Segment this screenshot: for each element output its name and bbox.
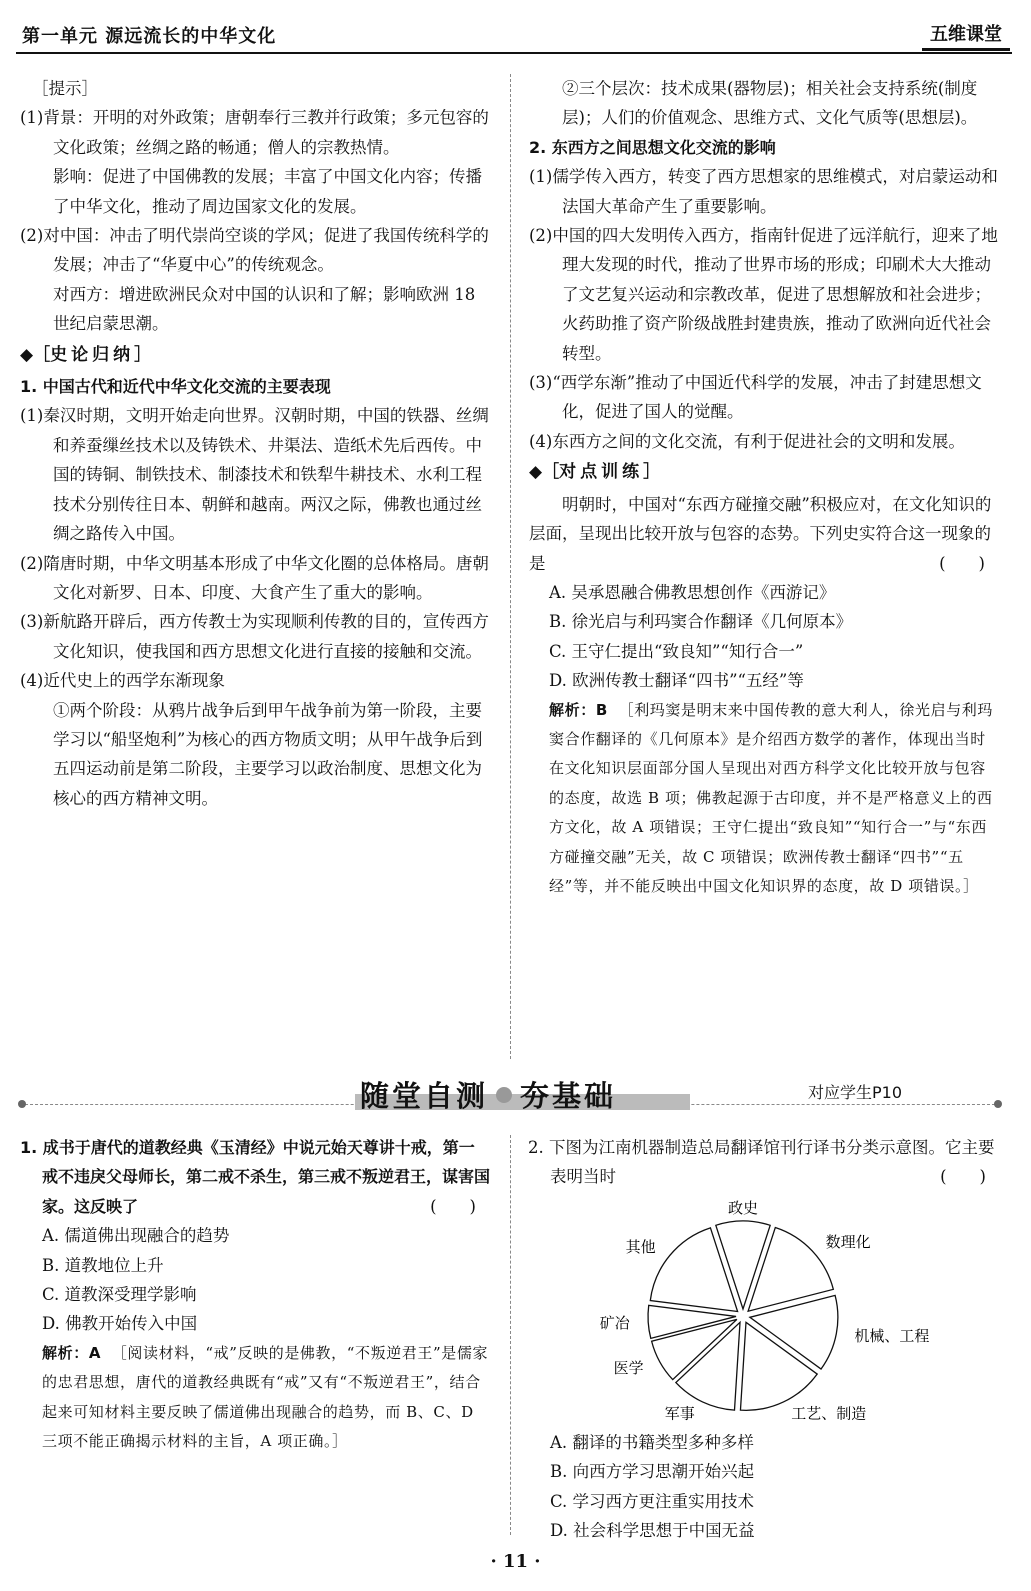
practice-analysis xyxy=(529,696,999,902)
option-a: A. 吴承恩融合佛教思想创作《西游记》 xyxy=(549,582,836,602)
analysis-text: ［利玛窦是明末来中国传教的意大利人，徐光启与利玛窦合作翻译的《几何原本》是介绍西方数学的著作，体现出当时在文化知识层面部分国人呈现出对西方科学文化比较开放与包容的态度，故选 B 项；佛教起源于古印度，并不是严格意义上的西方文化，故 A 项错误；王守仁提出“致良知”“知行合一”与“东西方碰撞交融”无关，故 C 项错误；欧洲传教士翻译“四书”“五经”等，并不能反映出中国文化知识界的态度，故 D 项错误。］ xyxy=(549,700,994,895)
question-1 xyxy=(20,1133,490,1221)
banner-dot-left xyxy=(18,1100,26,1108)
answer-paren: ( ) xyxy=(939,553,985,573)
hint-2-west: 对西方：增进欧洲民众对中国的认识和了解；影响欧洲 18 世纪启蒙思潮。 xyxy=(53,284,476,334)
section-banner xyxy=(20,1074,1000,1114)
point-4: (4)近代史上的西学东渐现象 xyxy=(20,671,225,691)
pie-label: 数理化 xyxy=(825,1232,871,1251)
option-c: C. 王守仁提出“致良知”“知行合一” xyxy=(549,641,804,661)
option-d: D. 佛教开始传入中国 xyxy=(42,1314,198,1334)
banner-title-b: 夯基础 xyxy=(520,1079,617,1113)
impact-1: (1)儒学传入西方，转变了西方思想家的思维模式，对启蒙运动和法国大革命产生了重要影响。 xyxy=(529,167,998,216)
bottom-right-column xyxy=(528,1133,1000,1545)
practice-question xyxy=(529,490,999,578)
analysis-letter: B xyxy=(595,700,608,719)
point-1: (1)秦汉时期，文明开始走向世界。汉朝时期，中国的铁器、丝绸和养蚕缫丝技术以及铸铁术、井渠法、造纸术先后西传。中国的铸铜、制铁技术、制漆技术和铁犁牛耕技术、水利工程技术分别传往日本、朝鲜和越南。两汉之际，佛教也通过丝绸之路传入中国。 xyxy=(20,406,489,544)
banner-dot-right xyxy=(994,1100,1002,1108)
hint-2: (2)对中国：冲击了明代崇尚空谈的学风；促进了我国传统科学的发展；冲击了“华夏中心”的传统观念。 xyxy=(20,226,489,275)
question-2 xyxy=(528,1133,1000,1192)
analysis-text: ［阅读材料，“戒”反映的是佛教，“不叛逆君王”是儒家的忠君思想，唐代的道教经典既有“戒”又有“不叛逆君王”，结合起来可知材料主要反映了儒道佛出现融合的趋势，而 B、C、D 三项不能正确揭示材料的主旨，A 项正确。］ xyxy=(42,1343,489,1451)
point-3: (3)新航路开辟后，西方传教士为实现顺利传教的目的，宣传西方文化知识，使我国和西方思想文化进行直接的接触和交流。 xyxy=(20,612,489,661)
page-number: · 11 · xyxy=(490,1551,541,1572)
option-d: D. 社会科学思想于中国无益 xyxy=(550,1521,755,1541)
pie-label: 军事 xyxy=(664,1404,695,1423)
translation-pie-chart xyxy=(528,1198,998,1428)
column-divider xyxy=(510,74,511,1059)
point-2: (2)隋唐时期，中华文明基本形成了中华文化圈的总体格局。唐朝文化对新罗、日本、印度、大食产生了重大的影响。 xyxy=(20,553,489,602)
option-a: A. 儒道佛出现融合的趋势 xyxy=(42,1226,230,1246)
unit-title: 第一单元 源远流长的中华文化 xyxy=(22,26,277,47)
point-4-levels: ②三个层次：技术成果(器物层)；相关社会支持系统(制度层)；人们的价值观念、思维方式、文化气质等(思想层)。 xyxy=(562,79,978,128)
bottom-column-divider xyxy=(510,1135,511,1535)
analysis-label: 解析： xyxy=(549,700,596,719)
banner-title-a: 随堂自测 xyxy=(360,1079,489,1113)
brand-label: 五维课堂 xyxy=(922,20,1010,51)
pie-label: 政史 xyxy=(727,1198,759,1217)
pie-label: 矿冶 xyxy=(599,1313,630,1332)
pie-label: 其他 xyxy=(625,1237,656,1256)
impact-3: (3)“西学东渐”推动了中国近代科学的发展，冲击了封建思想文化，促进了国人的觉醒。 xyxy=(529,373,982,422)
section-tag-practice: ◆［对点训练］ xyxy=(529,458,999,487)
left-column xyxy=(20,74,490,813)
pie-svg xyxy=(528,1198,998,1438)
section-tag-summary: ◆［史论归纳］ xyxy=(20,341,490,370)
answer-paren: ( ) xyxy=(430,1196,476,1216)
banner-title xyxy=(360,1074,616,1115)
option-c: C. 道教深受理学影响 xyxy=(42,1285,197,1305)
option-b: B. 道教地位上升 xyxy=(42,1255,164,1275)
question-1-analysis xyxy=(20,1339,490,1457)
hint-1-effect: 影响：促进了中国佛教的发展；丰富了中国文化内容；传播了中华文化，推动了周边国家文化的发展。 xyxy=(53,167,482,216)
impact-2: (2)中国的四大发明传入西方，指南针促进了远洋航行，迎来了地理大发现的时代，推动了世界市场的形成；印刷术大大推动了文艺复兴运动和宗教改革，促进了思想解放和社会进步；火药助推了资产阶级战胜封建贵族，推动了欧洲向近代社会转型。 xyxy=(529,226,998,363)
impact-4: (4)东西方之间的文化交流，有利于促进社会的文明和发展。 xyxy=(529,431,965,451)
point-4-stage: ①两个阶段：从鸦片战争后到甲午战争前为第一阶段，主要学习以“船坚炮利”为核心的西方物质文明；从甲午战争后到五四运动前是第二阶段，主要学习以政治制度、思想文化为核心的西方精神文明。 xyxy=(53,700,483,808)
analysis-label: 解析： xyxy=(42,1343,89,1362)
hint-1: (1)背景：开明的对外政策；唐朝奉行三教并行政策；多元包容的文化政策；丝绸之路的畅通；僧人的宗教热情。 xyxy=(20,108,489,157)
arrow-icon xyxy=(496,1087,512,1103)
option-d: D. 欧洲传教士翻译“四书”“五经”等 xyxy=(549,671,804,691)
page-header xyxy=(16,18,1012,54)
question-1-text: 1. 成书于唐代的道教经典《玉清经》中说元始天尊讲十戒，第一戒不违戾父母师长，第二戒不杀生，第三戒不叛逆君王，谋害国家。这反映了 xyxy=(20,1138,491,1216)
tag-text: 对点训练 xyxy=(559,462,644,483)
option-c: C. 学习西方更注重实用技术 xyxy=(550,1491,755,1511)
bottom-left-column xyxy=(20,1133,490,1456)
analysis-letter: A xyxy=(88,1343,102,1362)
heading-1: 1. 中国古代和近代中华文化交流的主要表现 xyxy=(20,377,331,397)
header-rule xyxy=(16,52,1012,54)
pie-label: 机械、工程 xyxy=(854,1327,930,1346)
answer-paren: ( ) xyxy=(940,1167,986,1187)
option-a: A. 翻译的书籍类型多种多样 xyxy=(550,1432,754,1452)
banner-reference: 对应学生P10 xyxy=(808,1083,903,1102)
heading-2: 2. 东西方之间思想文化交流的影响 xyxy=(529,137,776,157)
tag-text: 史论归纳 xyxy=(50,344,135,365)
right-column xyxy=(529,74,999,901)
hint-label: ［提示］ xyxy=(32,79,98,98)
option-b: B. 徐光启与利玛窦合作翻译《几何原本》 xyxy=(549,612,853,632)
practice-question-text: 明朝时，中国对“东西方碰撞交融”积极应对，在文化知识的层面，呈现出比较开放与包容的态势。下列史实符合这一现象的是 xyxy=(529,494,992,573)
pie-label: 工艺、制造 xyxy=(791,1404,867,1423)
option-b: B. 向西方学习思潮开始兴起 xyxy=(550,1462,755,1482)
question-2-text: 2. 下图为江南机器制造总局翻译馆刊行译书分类示意图。它主要表明当时 xyxy=(528,1138,995,1187)
pie-label: 医学 xyxy=(613,1358,644,1377)
